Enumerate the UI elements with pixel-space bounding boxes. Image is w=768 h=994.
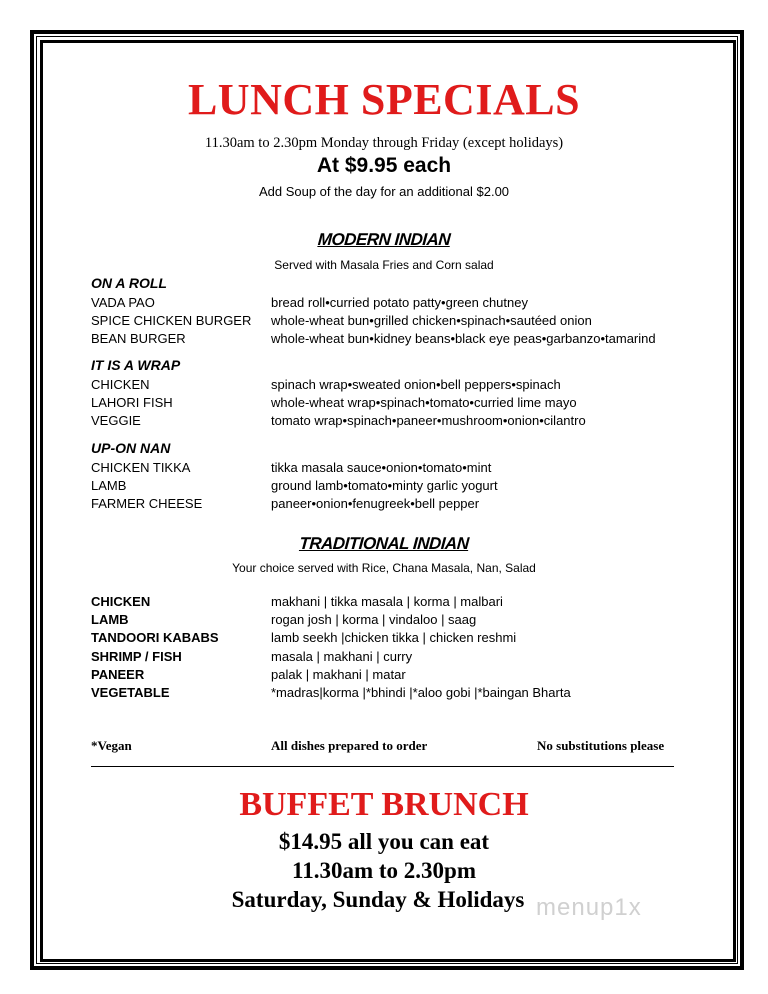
menu-item bbox=[0, 684, 768, 702]
menu-item bbox=[0, 477, 768, 495]
menu-item-name: SPICE CHICKEN BURGER bbox=[91, 313, 252, 328]
menu-item bbox=[0, 611, 768, 629]
traditional-section-note: Your choice served with Rice, Chana Masala, Nan, Salad bbox=[232, 561, 536, 575]
prepared-note: All dishes prepared to order bbox=[271, 738, 428, 753]
menu-item-name: CHICKEN bbox=[91, 594, 151, 609]
menu-item-description: *madras|korma |*bhindi |*aloo gobi |*baingan Bharta bbox=[271, 685, 571, 700]
group-heading-up-on-nan: UP-ON NAN bbox=[91, 440, 171, 456]
footer-notes bbox=[91, 738, 691, 756]
menu-item-name: CHICKEN TIKKA bbox=[91, 460, 191, 475]
menu-item-description: tomato wrap•spinach•paneer•mushroom•onion•cilantro bbox=[271, 413, 586, 428]
menu-item-description: makhani | tikka masala | korma | malbari bbox=[271, 594, 503, 609]
brunch-hours: 11.30am to 2.30pm bbox=[292, 858, 476, 883]
menu-item-name: VADA PAO bbox=[91, 295, 155, 310]
menu-item-name: VEGGIE bbox=[91, 413, 141, 428]
menu-item-description: rogan josh | korma | vindaloo | saag bbox=[271, 612, 477, 627]
menu-item bbox=[0, 629, 768, 647]
menu-item bbox=[0, 648, 768, 666]
vegan-note: *Vegan bbox=[91, 738, 132, 753]
menu-item bbox=[0, 495, 768, 513]
menu-item bbox=[0, 294, 768, 312]
menu-item-description: paneer•onion•fenugreek•bell pepper bbox=[271, 496, 480, 511]
modern-section-note: Served with Masala Fries and Corn salad bbox=[274, 258, 494, 272]
menu-item-description: masala | makhani | curry bbox=[271, 649, 413, 664]
page-title: LUNCH SPECIALS bbox=[187, 75, 581, 124]
modern-section-title: MODERN INDIAN bbox=[317, 230, 451, 249]
no-substitutions-note: No substitutions please bbox=[537, 738, 665, 753]
soup-note: Add Soup of the day for an additional $2.00 bbox=[258, 184, 510, 199]
menu-item-name: CHICKEN bbox=[91, 377, 150, 392]
divider bbox=[91, 766, 674, 767]
menu-item bbox=[0, 394, 768, 412]
menu-item-description: whole-wheat bun•grilled chicken•spinach•sautéed onion bbox=[271, 313, 592, 328]
menu-item-name: VEGETABLE bbox=[91, 685, 170, 700]
brunch-days: Saturday, Sunday & Holidays bbox=[231, 887, 525, 912]
menu-item bbox=[0, 459, 768, 477]
traditional-section-title: TRADITIONAL INDIAN bbox=[298, 534, 470, 553]
lunch-price: At $9.95 each bbox=[316, 154, 452, 177]
menu-item-description: whole-wheat bun•kidney beans•black eye peas•garbanzo•tamarind bbox=[271, 331, 656, 346]
menu-item-description: lamb seekh |chicken tikka | chicken reshmi bbox=[271, 630, 517, 645]
menu-item bbox=[0, 412, 768, 430]
menu-item-description: tikka masala sauce•onion•tomato•mint bbox=[271, 460, 492, 475]
menu-item-name: LAMB bbox=[91, 478, 127, 493]
menu-item-name: FARMER CHEESE bbox=[91, 496, 203, 511]
menu-item-description: bread roll•curried potato patty•green chutney bbox=[271, 295, 528, 310]
menu-item bbox=[0, 376, 768, 394]
menu-item-description: spinach wrap•sweated onion•bell peppers•spinach bbox=[271, 377, 561, 392]
menu-item-description: whole-wheat wrap•spinach•tomato•curried lime mayo bbox=[271, 395, 577, 410]
menu-item-description: palak | makhani | matar bbox=[271, 667, 406, 682]
brunch-price: $14.95 all you can eat bbox=[278, 829, 490, 854]
menu-item bbox=[0, 666, 768, 684]
menu-item-name: PANEER bbox=[91, 667, 145, 682]
brunch-title: BUFFET BRUNCH bbox=[239, 786, 529, 823]
menu-item-description: ground lamb•tomato•minty garlic yogurt bbox=[271, 478, 498, 493]
lunch-hours: 11.30am to 2.30pm Monday through Friday (except holidays) bbox=[204, 135, 564, 151]
menu-item-name: SHRIMP / FISH bbox=[91, 649, 182, 664]
menu-item-name: BEAN BURGER bbox=[91, 331, 186, 346]
group-heading-it-is-a-wrap: IT IS A WRAP bbox=[91, 357, 181, 373]
menu-item-name: LAMB bbox=[91, 612, 129, 627]
menu-item-name: LAHORI FISH bbox=[91, 395, 173, 410]
group-heading-on-a-roll: ON A ROLL bbox=[91, 275, 167, 291]
watermark-logo: menup1x bbox=[536, 894, 642, 921]
menu-item bbox=[0, 593, 768, 611]
menu-item bbox=[0, 330, 768, 348]
menu-item-name: TANDOORI KABABS bbox=[91, 630, 219, 645]
menu-item bbox=[0, 312, 768, 330]
